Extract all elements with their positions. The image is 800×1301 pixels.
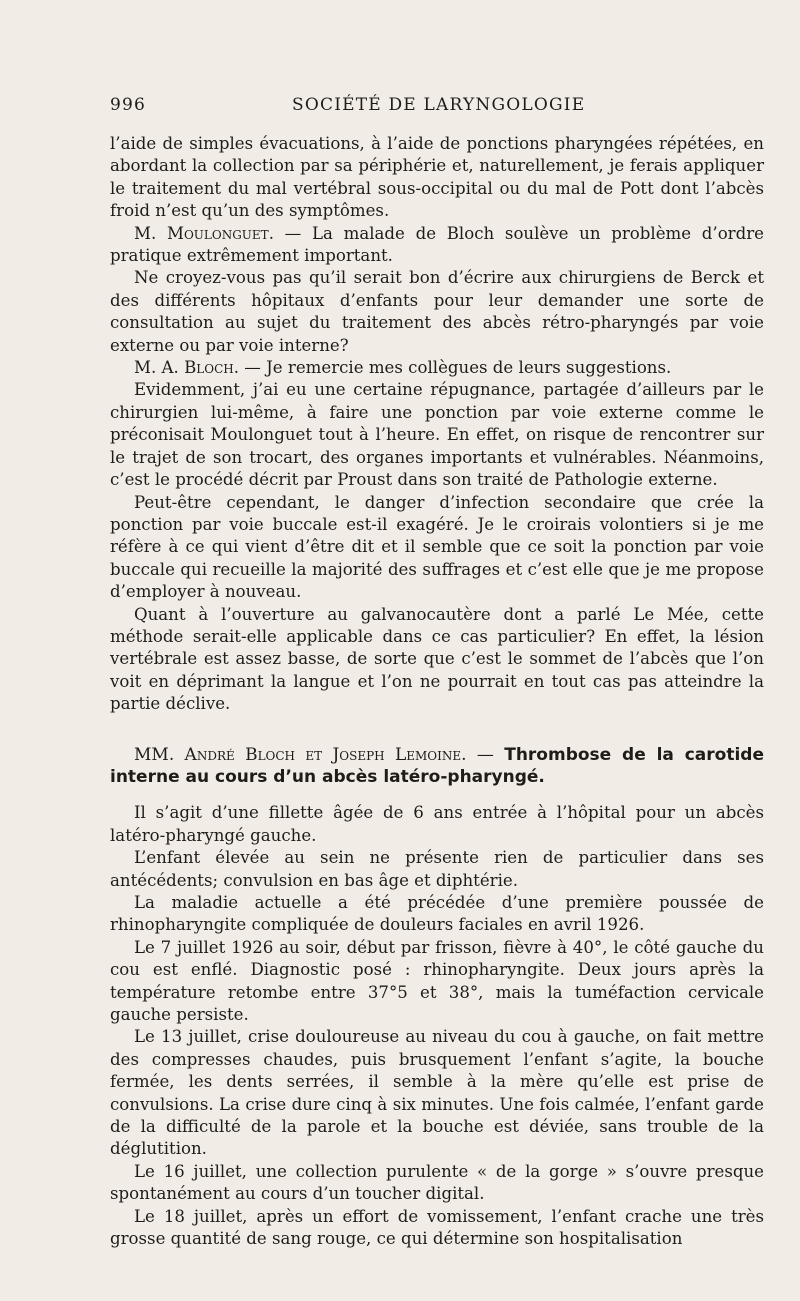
speaker-name: M. A. Bloch. (134, 358, 239, 378)
running-title: SOCIÉTÉ DE LARYNGOLOGIE (292, 95, 586, 115)
paragraph (110, 357, 764, 379)
page-number: 996 (110, 95, 147, 115)
paragraph: Le 13 juillet, crise douloureuse au niveau du cou à gauche, on fait mettre des compresses chaudes, puis brusquement l’enfant s’agite, la bouche fermée, les dents serrées, il semble à la mère qu’elle est prise de convulsions. La crise dure cinq à six minutes. Une fois calmée, l’enfant garde de la difficulté de la parole et la bouche est déviée, sans trouble de la déglutition. (110, 1027, 764, 1159)
article-heading (110, 744, 764, 789)
paragraph: Le 7 juillet 1926 au soir, début par frisson, fièvre à 40°, le côté gauche du cou est enflé. Diagnostic posé : rhinopharyngite. Deux jours après la température retombe entre 37°5 et 38°, mais la tuméfaction cervicale gauche persiste. (110, 937, 764, 1025)
speaker-name: M. Moulonguet. (134, 223, 274, 243)
article-authors: MM. André Bloch et Joseph Lemoine. (134, 744, 467, 765)
paragraph: Le 16 juillet, une collection purulente « de la gorge » s’ouvre presque spontanément au cours d’un toucher digital. (110, 1161, 764, 1204)
paragraph: L’enfant élevée au sein ne présente rien de particulier dans ses antécédents; convulsion en bas âge et diphtérie. (110, 848, 764, 890)
paragraph: La maladie actuelle a été précédée d’une première poussée de rhinopharyngite compliquée de douleurs faciales en avril 1926. (110, 893, 764, 935)
paragraph: Quant à l’ouverture au galvanocautère dont a parlé Le Mée, cette méthode serait-elle applicable dans ce cas particulier? En effet, la lésion vertébrale est assez basse, de sorte que c’est le sommet de l’abcès que l’on voit en déprimant la langue et l’on ne pourrait en tout cas pas atteindre la partie déclive. (110, 604, 764, 714)
page-header (110, 95, 764, 125)
paragraph: Il s’agit d’une fillette âgée de 6 ans entrée à l’hôpital pour un abcès latéro-pharyngé gauche. (110, 803, 764, 845)
paragraph: Evidemment, j’ai eu une certaine répugnance, partagée d’ailleurs par le chirurgien lui-même, à faire une ponction par voie externe comme le préconisait Moulonguet tout à l’heure. En effet, on risque de rencontrer sur le trajet de son trocart, des organes importants et vulnérables. Néanmoins, c’est le procédé décrit par Proust dans son traité de Pathologie externe. (110, 380, 764, 490)
article-title: Thrombose de la carotide interne au cours d’un abcès latéro-pharyngé. (110, 744, 764, 787)
heading-dash: — (466, 744, 505, 765)
speech-text: — Je remercie mes collègues de leurs suggestions. (239, 358, 672, 378)
paragraph: l’aide de simples évacuations, à l’aide de ponctions pharyngées répétées, en abordant la collection par sa périphérie et, naturellement, je ferais appliquer le traitement du mal vertébral sous-occipital ou du mal de Pott dont l’abcès froid n’est qu’un des symptômes. (110, 134, 764, 221)
paragraph: Ne croyez-vous pas qu’il serait bon d’écrire aux chirurgiens de Berck et des différents hôpitaux d’enfants pour leur demander une sorte de consultation au sujet du traitement des abcès rétro-pharyngés par voie externe ou par voie interne? (110, 268, 764, 355)
paragraph (110, 223, 764, 268)
body-text (110, 133, 764, 1251)
paragraph: Le 18 juillet, après un effort de vomissement, l’enfant crache une très grosse quantité de sang rouge, ce qui détermine son hospitalisation (110, 1206, 764, 1249)
speech-text: — La malade de Bloch soulève un problème d’ordre pratique extrêmement important. (110, 223, 764, 266)
paragraph: Peut-être cependant, le danger d’infection secondaire que crée la ponction par voie buccale est-il exagéré. Je le croirais volontiers si je me réfère à ce qui vient d’être dit et il semble que ce soit la ponction par voie buccale qui recueille la majorité des suffrages et c’est elle que je me propose d’employer à nouveau. (110, 492, 764, 602)
